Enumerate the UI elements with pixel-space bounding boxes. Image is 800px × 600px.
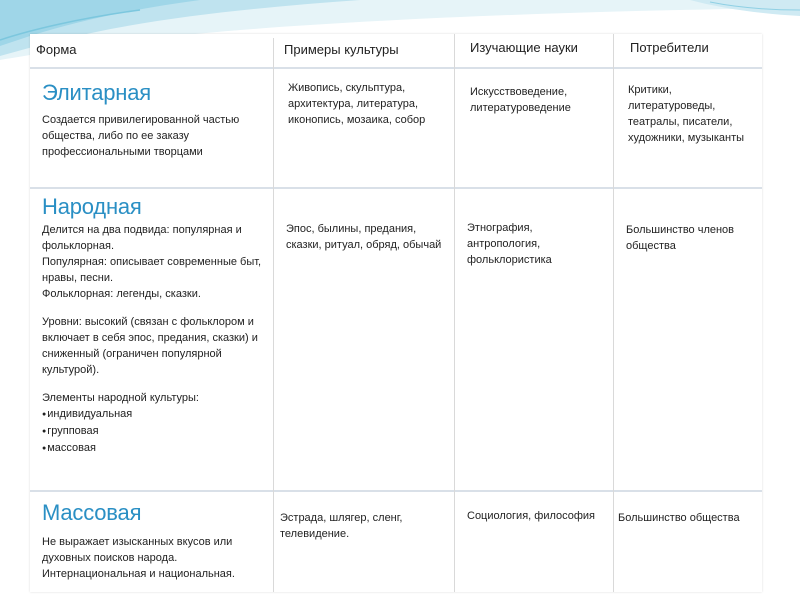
text-line: сниженный (ограничен популярной [42, 348, 222, 360]
row-mass-consumers [618, 510, 762, 526]
text-line: фольклористика [467, 254, 552, 266]
bullet-item: ● групповая [42, 423, 270, 440]
row-folk-description [42, 222, 270, 457]
row-divider-2 [30, 490, 762, 492]
header-examples: Примеры культуры [284, 42, 399, 57]
row-folk-form [42, 194, 270, 457]
text-line: антропология, [467, 238, 541, 250]
text-line: художники, музыканты [628, 132, 745, 144]
column-divider-3 [613, 34, 614, 592]
column-divider-1 [273, 38, 274, 592]
text-line: Искусствоведение, [470, 86, 568, 98]
text-line: Социология, философия [467, 510, 596, 522]
column-divider-2 [454, 34, 455, 592]
text-line: Большинство общества [618, 512, 740, 524]
row-mass-examples [280, 510, 450, 542]
text-line: Уровни: высокий (связан с фольклором и [42, 316, 254, 328]
row-divider-1 [30, 187, 762, 189]
text-line: телевидение. [280, 528, 350, 540]
text-line: Создается привилегированной частью [42, 114, 240, 126]
text-line: Фольклорная: легенды, сказки. [42, 288, 201, 300]
header-form: Форма [36, 42, 77, 57]
text-line: литературоведение [470, 102, 571, 114]
row-mass-form [42, 500, 270, 582]
text-line: Интернациональная и национальная. [42, 568, 235, 580]
row-folk-title: Народная [42, 194, 142, 219]
row-folk-sciences [467, 220, 607, 268]
row-mass-description [42, 534, 270, 582]
bullet-item: ● массовая [42, 440, 270, 457]
elements-title: Элементы народной культуры: [42, 392, 199, 404]
text-line: нравы, песни. [42, 272, 114, 284]
bullet-item: ● индивидуальная [42, 406, 270, 423]
text-line: Эпос, былины, предания, [286, 223, 417, 235]
row-elite-description [42, 112, 268, 160]
comparison-table [30, 34, 762, 592]
text-line: Большинство членов [626, 224, 735, 236]
text-line: Делится на два подвида: популярная и [42, 224, 242, 236]
text-line: Популярная: описывает современные быт, [42, 256, 262, 268]
header-divider [30, 67, 762, 69]
row-elite-sciences [470, 84, 608, 116]
row-elite-title: Элитарная [42, 80, 152, 105]
text-line: Не выражает изысканных вкусов или [42, 536, 233, 548]
text-line: Живопись, скульптура, [288, 82, 406, 94]
text-line: Этнография, [467, 222, 533, 234]
text-line: театралы, писатели, [628, 116, 733, 128]
row-mass-title: Массовая [42, 500, 142, 525]
text-line: включает в себя эпос, предания, сказки) и [42, 332, 258, 344]
header-consumers: Потребители [630, 40, 709, 55]
row-folk-examples [286, 221, 450, 253]
row-mass-sciences [467, 508, 613, 524]
text-line: Эстрада, шлягер, сленг, [280, 512, 403, 524]
text-line: культурой). [42, 364, 100, 376]
text-line: Критики, литературоведы, [628, 84, 716, 112]
text-line: фольклорная. [42, 240, 114, 252]
text-line: иконопись, мозаика, собор [288, 114, 426, 126]
header-sciences: Изучающие науки [470, 40, 578, 55]
row-elite-examples [288, 80, 448, 128]
row-elite-consumers [628, 82, 762, 146]
row-elite-form [42, 80, 268, 160]
text-line: сказки, ритуал, обряд, обычай [286, 239, 442, 251]
text-line: профессиональными творцами [42, 146, 203, 158]
row-folk-consumers [626, 222, 760, 254]
text-line: общества [626, 240, 676, 252]
text-line: общества, либо по ее заказу [42, 130, 190, 142]
text-line: духовных поисков народа. [42, 552, 178, 564]
text-line: архитектура, литература, [288, 98, 419, 110]
